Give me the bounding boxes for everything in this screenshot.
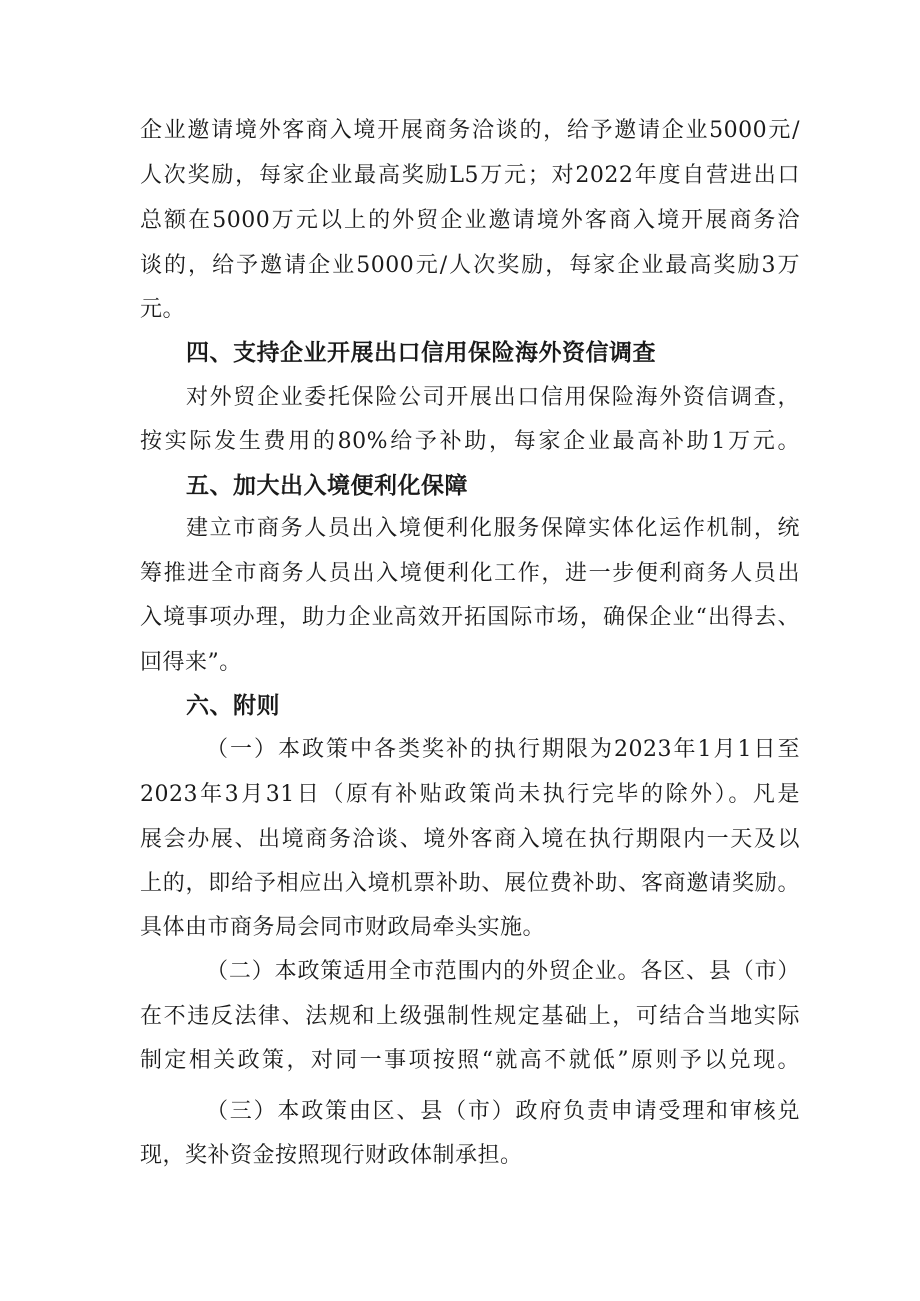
paragraph-line: （三）本政策由区、县（市）政府负责申请受理和审核兑	[206, 1099, 800, 1124]
paragraph-line: （一）本政策中各类奖补的执行期限为2023年1月1日至	[206, 737, 800, 762]
paragraph-line: 元。	[140, 297, 186, 322]
section-heading-4: 四、支持企业开展出口信用保险海外资信调查	[186, 340, 656, 366]
paragraph-line: 企业邀请境外客商入境开展商务洽谈的，给予邀请企业5000元/	[140, 118, 800, 143]
paragraph-line: 对外贸企业委托保险公司开展出口信用保险海外资信调查，	[186, 385, 800, 410]
paragraph-line: 上的，即给予相应出入境机票补助、展位费补助、客商邀请奖励。	[140, 871, 800, 896]
paragraph-line: 在不违反法律、法规和上级强制性规定基础上，可结合当地实际	[140, 1004, 800, 1029]
paragraph-line: 人次奖励，每家企业最高奖励L5万元；对2022年度自营进出口	[140, 163, 800, 188]
paragraph-line: 现，奖补资金按照现行财政体制承担。	[140, 1143, 523, 1168]
paragraph-line: 具体由市商务局会同市财政局牵头实施。	[140, 915, 546, 940]
paragraph-line: 入境事项办理，助力企业高效开拓国际市场，确保企业“出得去、	[140, 605, 800, 630]
paragraph-line: 筹推进全市商务人员出入境便利化工作，进一步便利商务人员出	[140, 561, 800, 586]
section-heading-5: 五、加大出入境便利化保障	[186, 473, 468, 499]
paragraph-line: 按实际发生费用的80%给予补助，每家企业最高补助1万元。	[140, 429, 800, 454]
paragraph-line: （二）本政策适用全市范围内的外贸企业。各区、县（市）	[206, 959, 800, 984]
section-heading-6: 六、附则	[186, 693, 280, 719]
paragraph-line: 谈的，给予邀请企业5000元/人次奖励，每家企业最高奖励3万	[140, 253, 800, 278]
paragraph-line: 制定相关政策，对同一事项按照“就高不就低”原则予以兑现。	[140, 1048, 800, 1073]
paragraph-line: 2023年3月31日（原有补贴政策尚未执行完毕的除外）。凡是	[140, 782, 800, 807]
paragraph-line: 总额在5000万元以上的外贸企业邀请境外客商入境开展商务洽	[140, 208, 800, 233]
paragraph-line: 建立市商务人员出入境便利化服务保障实体化运作机制，统	[186, 516, 800, 541]
paragraph-line: 回得来”。	[140, 650, 242, 675]
paragraph-line: 展会办展、出境商务洽谈、境外客商入境在执行期限内一天及以	[140, 827, 800, 852]
